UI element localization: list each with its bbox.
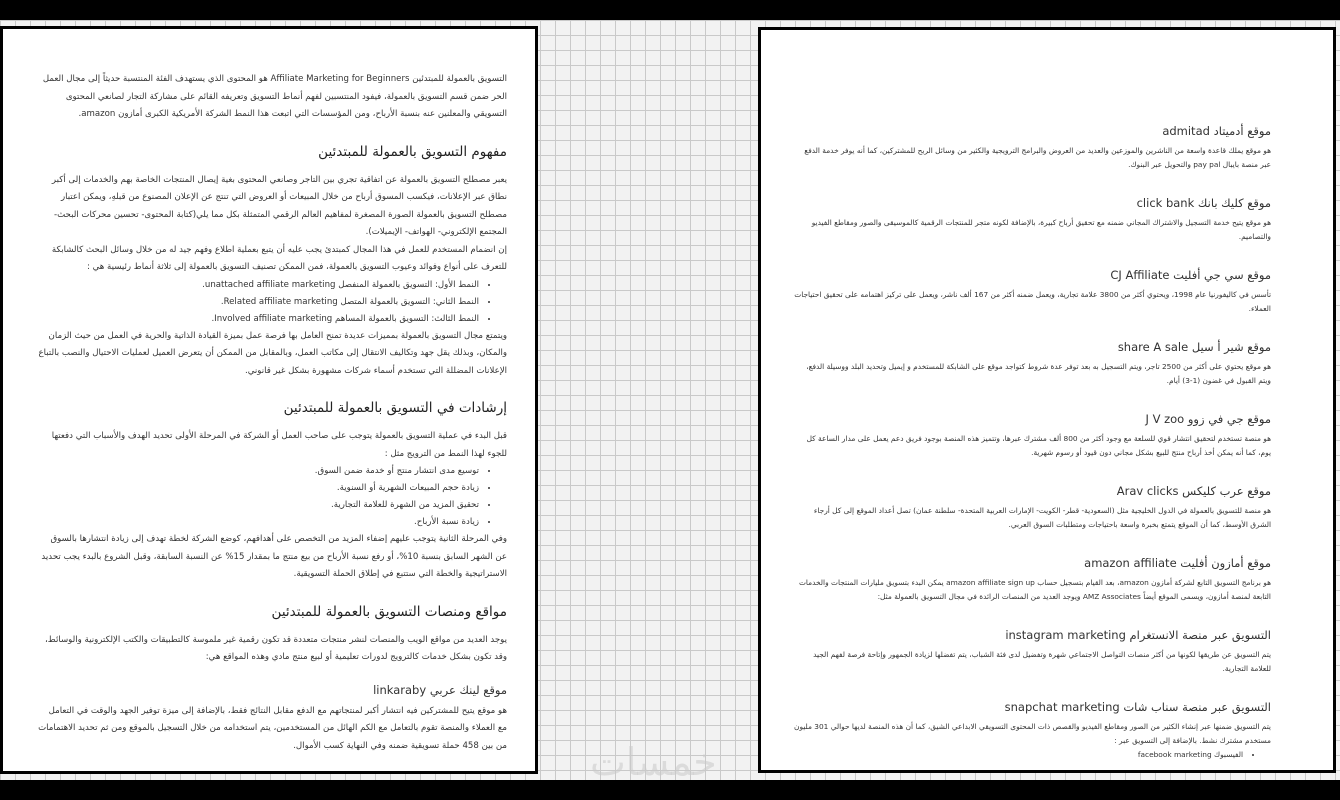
list-item: • توسيع مدى انتشار منتج أو خدمة ضمن السوق.: [37, 463, 479, 480]
list-item: • تحقيق المزيد من الشهرة للعلامة التجارية.: [37, 497, 479, 514]
cj-affiliate-heading: موقع سي جي أفليت CJ Affiliate: [1110, 268, 1271, 282]
shareasale-heading: موقع شير أ سيل share A sale: [1117, 340, 1271, 354]
section1-list: [37, 277, 507, 328]
section2-paragraph-2: وفي المرحلة الثانية يتوجب عليهم إضفاء المزيد من التخصص على أهدافهم، كوضع الشركة لخطة تهدف إلى زيادة انتشارها بالسوق عن الشهر السابق بنسبة 10%، أو رفع نسبة الأرباح من بيع منتج ما بمقدار 15% عن النسبة السابقة، وقبل الشروع بالبدء يجب تحديد الاستراتيجية والخطة التي ستتبع في إطلاق الحملة التسويقية.: [41, 534, 507, 579]
section2-list: [37, 463, 507, 531]
list-item: • زيادة حجم المبيعات الشهرية أو السنوية.: [37, 480, 479, 497]
section1-paragraph-3: ويتمتع مجال التسويق بالعمولة بمميزات عديدة تمنح العامل بها فرصة عمل بميزة القيادة الذاتية والحرية في العمل من حيث الزمان والمكان، وبذلك يقل جهد وتكاليف الانتقال إلى مكاتب العمل، وبالمقابل من الممكن أن يتعرض العميل لعمليات الاحتيال والنصب بالتباع الإعلانات المضللة التي تستخدم أسماء شركات مشهورة بشكل غير قانوني.: [38, 330, 507, 376]
section1-paragraph-2: إن انضمام المستخدم للعمل في هذا المجال كمبتدئ يجب عليه أن يتبع بعملية اطلاع وفهم جيد له من خلال وسائل البحث كالشابكة للتعرف على أنواع وفوائد وعيوب التسويق بالعمولة، فمن الممكن تصنيف التسويق بالعمولة إلى ثلاثة أنماط رئيسية هي :: [51, 244, 507, 272]
instagram-marketing-heading: التسويق عبر منصة الانستغرام instagram marketing: [1005, 628, 1271, 642]
section3-paragraph-1: يوجد العديد من مواقع الويب والمنصات لنشر منتجات متعددة قد تكون رقمية غير ملموسة كالتطبيقات والكتب الإلكترونية والوسائط، وقد تكون بشكل خدمات كالترويج لدورات تعليمية أو لبيع منتج مادي وهذه المواقع هي:: [45, 634, 507, 662]
shareasale-paragraph: هو موقع يحتوي على أكثر من 2500 تاجر، ويتم التسجيل به بعد توفر عدة شروط كتواجد موقع على الشابكة للمستخدم و إيميل وتحديد البلد ووسيلة الدفع، ويتم القبول في غضون (1-3) أيام.: [806, 362, 1271, 385]
document-page-right: [758, 27, 1336, 773]
linkaraby-heading: موقع لينك عربي linkaraby: [373, 682, 507, 697]
list-item: • النمط الأول: التسويق بالعمولة المنفصل unattached affiliate marketing.: [37, 277, 479, 294]
amazon-affiliate-paragraph: هو برنامج التسويق التابع لشركة أمازون amazon، بعد القيام بتسجيل حساب amazon affiliate sign up يمكن البدء بتسويق مليارات المنتجات والخدمات التابعة لمنصة أمازون، ويسمى الموقع أيضاً AMZ Associates ويوجد العديد من المنصات الرائدة في مجال التسويق بالعمولة مثل:: [798, 578, 1271, 601]
linkaraby-paragraph: هو موقع يتيح للمشتركين فيه انتشار أكبر لمنتجاتهم مع الدفع مقابل النتائج فقط، بالإضافة إلى ميزة توفير الجهد والوقت في التعامل مع العملاء والمنصة تقوم بالتعامل مع الكم الهائل من المستخدمين، يتم استخدامه من خلال التسجيل بالموقع ومن ثم تحديد الاهتمامات من بين 458 حملة تسويقية ضمنه وفي النهاية كسب الأموال.: [38, 705, 507, 751]
section1-paragraph-1: يعبر مصطلح التسويق بالعمولة عن اتفاقية تجري بين التاجر وصانعي المحتوى بغية إيصال المنتجات الخاصة بهم والخدمات إلى أكبر نطاق عبر الإعلانات، فيكسب المسوق أرباح من خلال المبيعات أو العروض التي تنتج عن الإعلان المصنوع من قبلهِ، ويمكن اعتبار مصطلح التسويق بالعمولة الصورة المصغرة لمفاهيم العالم الرقمي المتمثلة بكل مما يلي(كتابة المحتوى- تحسين محركات البحث- المجتمع الإلكتروني- الهواتف- الإيميلات).: [51, 174, 507, 237]
jvzoo-heading: موقع جي في زوو J V zoo: [1145, 412, 1271, 426]
top-bar: [0, 0, 1340, 20]
instagram-marketing-paragraph: يتم التسويق عن طريقها لكونها من أكثر منصات التواصل الاجتماعي شهرة وتفضيل لدى فئة الشباب، يتم تفضلها لزيادة الجمهور وإتاحة فرصة لفهم الجيد للعلامة التجارية.: [813, 650, 1271, 673]
list-item: • النمط الثالث: التسويق بالعمولة المساهم Involved affiliate marketing.: [37, 311, 479, 328]
cj-affiliate-paragraph: تأسس في كاليفورنيا عام 1998، ويحتوي أكثر من 3800 علامة تجارية، ويعمل ضمنه أكثر من 167 ألف ناشر، ويعمل على تركيز اهتمامه على تحقيق احتياجات العملاء.: [794, 290, 1271, 313]
clickbank-paragraph: هو موقع يتيح خدمة التسجيل والاشتراك المجاني ضمنه مع تحقيق أرباح كبيرة، بالإضافة لكونه متجر للمنتجات الرقمية كالموسيقى والصور ومقاطع الفيديو والتصاميم.: [811, 218, 1271, 241]
section3-heading: مواقع ومنصات التسويق بالعمولة للمبتدئين: [271, 603, 507, 620]
final-list: [793, 748, 1271, 762]
amazon-affiliate-heading: موقع أمازون أفليت amazon affiliate: [1084, 556, 1271, 570]
snapchat-marketing-paragraph: يتم التسويق ضمنها عبر إنشاء الكثير من الصور ومقاطع الفيديو والقصص ذات المحتوى التسويقي الابداعي الشيق، كما أن هذه المنصة لديها حوالي 301 مليون مستخدم مشترك نشط. بالإضافة إلى التسويق عبر :: [794, 722, 1271, 745]
list-item: • زيادة نسبة الأرباح.: [37, 514, 479, 531]
list-item: • النمط الثاني: التسويق بالعمولة المتصل Related affiliate marketing.: [37, 294, 479, 311]
document-page-left: [0, 26, 538, 774]
intro-paragraph: التسويق بالعمولة للمبتدئين Affiliate Marketing for Beginners هو المحتوى الذي يستهدف الفئة المنتسبة حديثاً إلى مجال العمل الحر ضمن قسم التسويق بالعمولة، فيفود المنتسبين لفهم أنماط التسويق وتعريفه القائم على مشاركة التجار لصانعي المحتوى التسويقي والمعلنين عنه بنسبة الأرباح، ومن المؤسسات التي اتبعت هذا النمط الشركة الأمريكية الكبرى أمازون amazon.: [42, 74, 507, 119]
section2-paragraph-1: قبل البدء في عملية التسويق بالعمولة يتوجب على صاحب العمل أو الشركة في المرحلة الأولى تحديد الهدف والأسباب التي دفعتها للجوء لهذا النمط من الترويج مثل :: [51, 431, 507, 459]
snapchat-marketing-heading: التسويق عبر منصة سناب شات snapchat marketing: [1004, 700, 1271, 714]
admitad-heading: موقع أدميتاد admitad: [1162, 124, 1271, 138]
list-item: • الفيسبوك facebook marketing: [793, 748, 1243, 762]
watermark-logo: خمسات: [590, 740, 717, 784]
section1-heading: مفهوم التسويق بالعمولة للمبتدئين: [318, 143, 507, 160]
arav-clicks-heading: موقع عرب كليكس Arav clicks: [1116, 484, 1271, 498]
section2-heading: إرشادات في التسويق بالعمولة للمبتدئين: [283, 400, 507, 416]
arav-clicks-paragraph: هو منصة للتسويق بالعمولة في الدول الخليجية مثل (السعودية- قطر- الكويت- الإمارات العربية المتحدة- سلطنة عمان) تصل أعداد الموقع إلى كل أرجاء الشرق الأوسط، كما أن الموقع يتمتع بخبرة واسعة باحتياجات ومتطلبات السوق العربي.: [813, 506, 1271, 529]
clickbank-heading: موقع كليك بانك click bank: [1136, 196, 1271, 210]
admitad-paragraph: هو موقع يملك قاعدة واسعة من الناشرين والموزعين والعديد من العروض والبرامج الترويجية والكثير من وسائل الربح للمشتركين، كما أنه يوفر خدمة الدفع عبر منصة بايبال pay pal والتحويل عبر البنوك.: [804, 146, 1271, 169]
jvzoo-paragraph: هو منصة تستخدم لتحقيق انتشار قوي للسلعة مع وجود أكثر من 800 ألف مشترك عبرها، وتتميز هذه المنصة بوجود فريق دعم يعمل على مدار الساعة كل يوم، كما أنه يمكن أخذ أرباح منتج للبيع بشكل مجاني دون قيود أو رسوم شهرية.: [806, 434, 1271, 457]
